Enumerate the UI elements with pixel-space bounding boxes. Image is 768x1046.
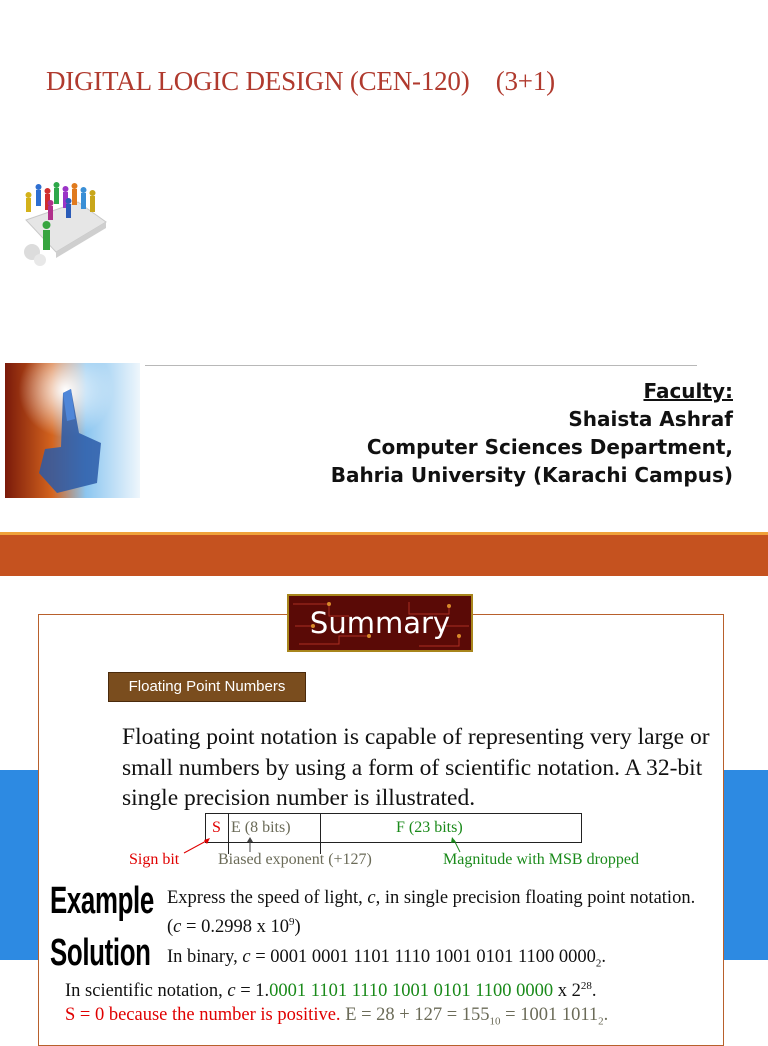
course-title: DIGITAL LOGIC DESIGN (CEN-120) (3+1) [46,66,555,96]
faculty-university: Bahria University (Karachi Campus) [330,463,733,487]
hand-touch-image [5,363,140,498]
team-puzzle-image [18,180,110,268]
intro-paragraph: Floating point notation is capable of representing very large or small numbers by using a form of scientific notation. A 32-bit single precision number is illustrated. [122,724,710,811]
summary-banner [287,594,473,652]
example-text: Express the speed of light, c, in single precision floating point notation. (c = 0.2998 x $10^9$) [167,888,696,938]
bit-field-fraction: F (23 bits) [396,819,463,836]
annotation-magnitude: Magnitude with MSB dropped [443,851,639,868]
faculty-department: Computer Sciences Department, [366,435,733,459]
example-label: Example [50,880,154,922]
blue-side-panel-left [0,770,42,960]
annotation-sign-bit: Sign bit [129,851,180,868]
blue-side-panel-right [722,770,768,960]
topic-tag: Floating Point Numbers [108,672,306,702]
faculty-label: Faculty: [643,379,733,403]
annotation-exponent: Biased exponent (+127) [218,851,372,868]
bit-field-sign: S [212,819,221,836]
bit-field-exponent: E (8 bits) [231,819,291,836]
solution-label: Solution [50,932,151,974]
sign-exponent-line: S = 0 because the number is positive. $E = 28 + 127 = 155_{10} = 1001$ $1011_2$. [65,1005,609,1028]
rust-band [0,535,768,576]
divider-line [145,365,697,366]
solution-binary: In binary, c = 0001 0001 1101 1110 1001 0101 1100 $0000_2$. [167,947,607,970]
summary-title: Summary [309,606,451,640]
scientific-notation: In scientific notation, c = 1.0001 1101 1110 1001 0101 1100 0000 x $2^{28}$. [65,980,597,1002]
faculty-name: Shaista Ashraf [568,407,733,431]
